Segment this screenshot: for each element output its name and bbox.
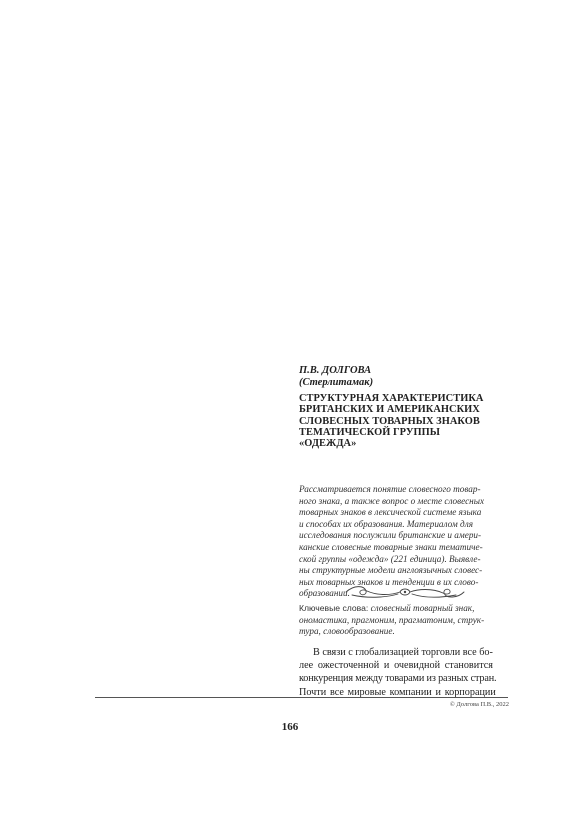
article-title [299,393,509,449]
copyright-notice: © Долгова П.В., 2022 [449,701,509,708]
keywords-text: словесный товарный знак, [370,603,475,613]
body-line: лее ожесточенной и очевидной становится [299,660,493,672]
title-line: «ОДЕЖДА» [299,438,357,450]
abstract-line: образовании. [299,588,350,599]
author-city: (Стерлитамак) [299,377,374,388]
decorative-flourish-divider [340,583,470,601]
abstract-line: товарных знаков в лексической системе языка [299,507,482,518]
body-line: Почти все мировые компании и корпорации [299,686,496,698]
body-paragraph [299,646,511,699]
page-number: 166 [281,721,299,733]
abstract-line: Рассматривается понятие словесного товар- [299,484,481,494]
title-line: БРИТАНСКИХ И АМЕРИКАНСКИХ [299,404,480,416]
footnote-rule [95,697,508,698]
abstract-line: канские словесные товарные знаки тематиче- [299,541,483,552]
abstract-line: ской группы «одежда» (221 единица). Выявле- [299,553,481,564]
title-line: СЛОВЕСНЫХ ТОВАРНЫХ ЗНАКОВ [299,415,480,427]
keywords-text: тура, словообразование. [299,626,395,637]
abstract-line: ного знака, а также вопрос о месте словесных [299,495,485,506]
body-line: В связи с глобализацией торговли все бо- [313,647,493,658]
keywords [299,603,511,638]
title-line: ТЕМАТИЧЕСКОЙ ГРУППЫ [299,426,441,438]
keywords-text: ономастика, прагмоним, прагматоним, струк- [299,614,485,625]
keywords-label: Ключевые слова: [299,603,369,613]
abstract-line: и способах их образования. Материалом для [299,518,473,529]
title-line: СТРУКТУРНАЯ ХАРАКТЕРИСТИКА [299,393,484,404]
body-line: конкуренция между товарами из разных стран. [299,673,497,685]
abstract-line: ны структурные модели англоязычных словес- [299,565,483,576]
author-name: П.В. ДОЛГОВА [299,365,372,376]
abstract-line: исследования послужили британские и амери- [299,530,482,541]
abstract-line: ных товарных знаков и тенденции в их слово- [299,576,479,587]
